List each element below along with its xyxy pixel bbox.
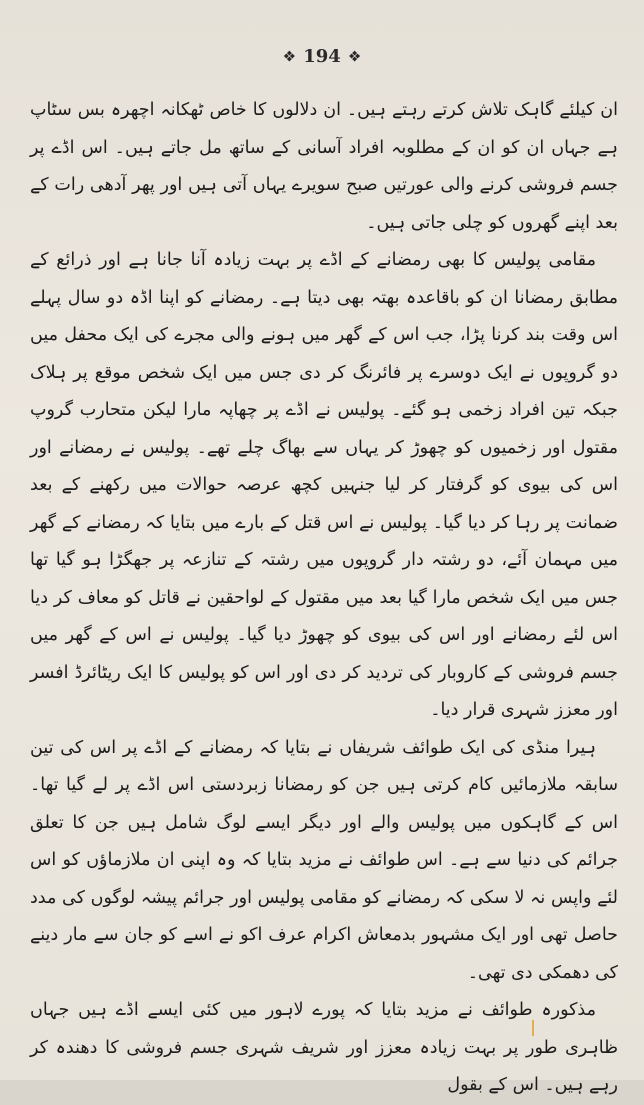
paragraph: مقامی پولیس کا بھی رمضانے کے اڈے پر بہت زیادہ آنا جانا ہے اور ذرائع کے مطابق رمضانا ان کو باقاعدہ بھتہ بھی دیتا ہے۔ رمضانے کو اپنا اڈہ دو سال پہلے اس وقت بند کرنا پڑا، جب اس کے گھر میں ہونے والی مجرے کی ایک محفل میں دو گروپوں نے ایک دوسرے پر فائرنگ کر دی جس میں ایک شخص موقع پر ہلاک جبکہ تین افراد زخمی ہو گئے۔ پولیس نے اڈے پر چھاپہ مارا لیکن متحارب گروپ مقتول اور زخمیوں کو چھوڑ کر یہاں سے بھاگ چلے تھے۔ پولیس نے رمضانے اور اس کی بیوی کو گرفتار کر لیا جنہیں کچھ عرصہ حوالات میں رکھنے کے بعد ضمانت پر رہا کر دیا گیا۔ پولیس نے اس قتل کے بارے میں بتایا کہ رمضانے کے گھر میں مہمان آئے، دو رشتہ دار گروپوں میں رشتہ کے تنازعہ پر جھگڑا ہو گیا تھا جس میں ایک شخص مارا گیا بعد میں مقتول کے لواحقین نے قاتل کو معاف کر دیا اس لئے رمضانے اور اس کی بیوی کو چھوڑ دیا گیا۔ پولیس نے اس کے گھر میں جسم فروشی کے کاروبار کی تردید کر دی اور اس کو پولیس کا ایک ریٹائرڈ افسر اور معزز شہری قرار دیا۔ xyxy=(30,250,618,720)
page-number: 194 xyxy=(303,46,341,67)
paragraph: ہیرا منڈی کی ایک طوائف شریفاں نے بتایا کہ رمضانے کے اڈے پر اس کی تین سابقہ ملازمائیں کام کرتی ہیں جن کو رمضانا زبردستی اس اڈے پر لے گیا تھا۔ اس کے گاہکوں میں پولیس والے اور دیگر ایسے لوگ شامل ہیں جن کا تعلق جرائم کی دنیا سے ہے۔ اس طوائف نے مزید بتایا کہ وہ اپنی ان ملازماؤں کو اس لئے واپس نہ لا سکی کہ رمضانے کو مقامی پولیس اور جرائم پیشہ لوگوں کی مدد حاصل تھی اور ایک مشہور بدمعاش اکرام عرف اکو نے اسے کو جان سے مار دینے کی دھمکی دی تھی۔ xyxy=(30,737,618,983)
ink-mark xyxy=(532,1020,534,1036)
body-text xyxy=(30,92,618,1105)
paragraph: مذکورہ طوائف نے مزید بتایا کہ پورے لاہور میں کئی ایسے اڈے ہیں جہاں ظاہری طور پر بہت زیادہ معزز اور شریف شہری جسم فروشی کا دھندہ کر رہے ہیں۔ اس کے بقول xyxy=(30,1000,618,1095)
ornament-left-icon: ❖ xyxy=(282,47,297,66)
page-header xyxy=(0,46,644,67)
ornament-right-icon: ❖ xyxy=(347,47,362,66)
paragraph: ان کیلئے گاہک تلاش کرتے رہتے ہیں۔ ان دلالوں کا خاص ٹھکانہ اچھرہ بس سٹاپ ہے جہاں ان کو ان کے مطلوبہ افراد آسانی کے ساتھ مل جاتے ہیں۔ اس اڈے پر جسم فروشی کرنے والی عورتیں صبح سویرے یہاں آتی ہیں اور پھر آدھی رات کے بعد اپنے گھروں کو چلی جاتی ہیں۔ xyxy=(30,100,618,233)
